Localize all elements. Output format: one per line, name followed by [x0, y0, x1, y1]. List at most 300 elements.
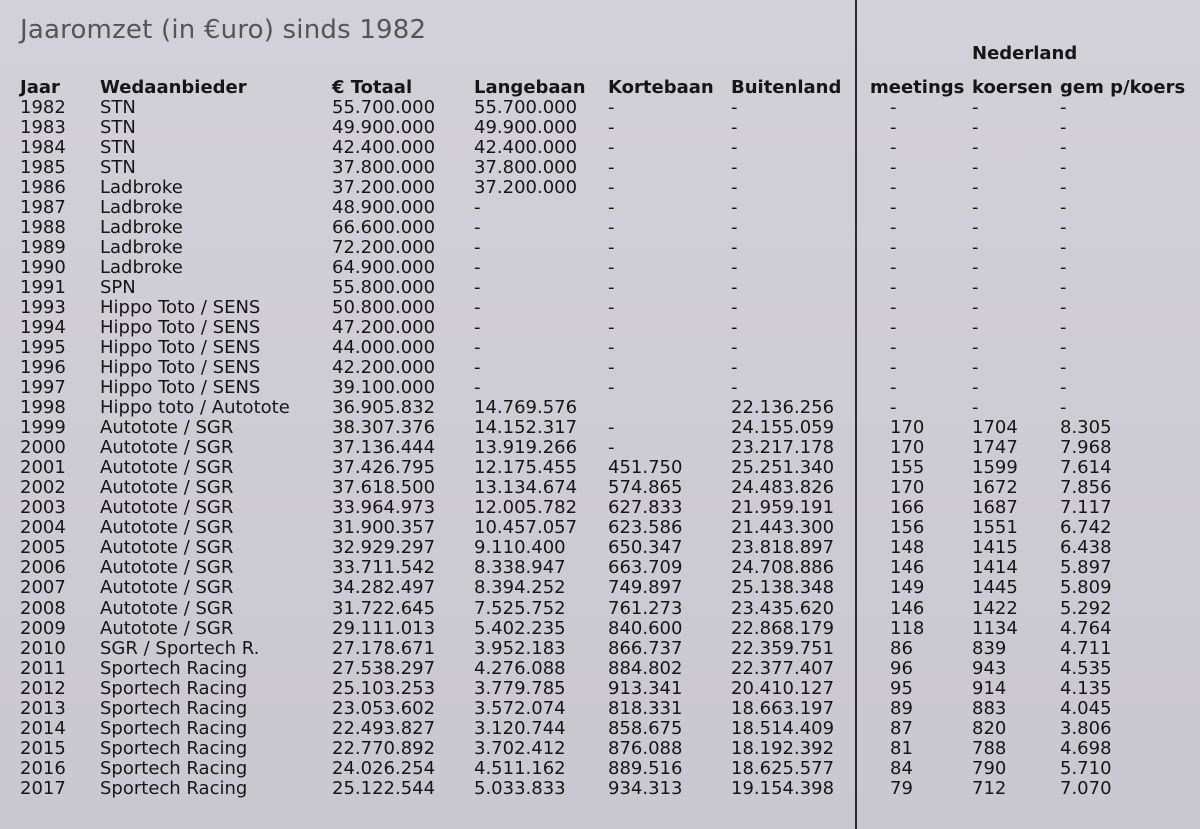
cell-col-meetings: 149: [890, 577, 925, 599]
cell-col-gem-per-koers: -: [1060, 357, 1067, 379]
cell-col-gem-per-koers: -: [1060, 137, 1067, 159]
cell-col-jaar: 1987: [20, 197, 66, 219]
cell-col-buitenland: 22.359.751: [731, 637, 835, 659]
cell-col-langebaan: -: [474, 317, 481, 339]
cell-col-gem-per-koers: -: [1060, 337, 1067, 359]
cell-col-gem-per-koers: 8.305: [1060, 417, 1112, 439]
cell-col-kortebaan: -: [608, 257, 615, 279]
header-col-kortebaan: Kortebaan: [608, 77, 714, 98]
cell-col-wedaanbieder: Ladbroke: [100, 217, 183, 239]
cell-col-meetings: 81: [890, 737, 913, 759]
cell-col-totaal: 38.307.376: [332, 417, 436, 439]
cell-col-wedaanbieder: Autotote / SGR: [100, 517, 234, 539]
cell-col-gem-per-koers: 5.897: [1060, 557, 1112, 579]
cell-col-koersen: 943: [972, 657, 1007, 679]
cell-col-jaar: 1993: [20, 297, 66, 319]
cell-col-buitenland: -: [731, 237, 738, 259]
cell-col-langebaan: 3.702.412: [474, 737, 566, 759]
cell-col-langebaan: 4.511.162: [474, 757, 566, 779]
cell-col-totaal: 50.800.000: [332, 297, 436, 319]
cell-col-gem-per-koers: -: [1060, 317, 1067, 339]
cell-col-kortebaan: 574.865: [608, 477, 683, 499]
cell-col-meetings: 87: [890, 717, 913, 739]
cell-col-kortebaan: -: [608, 177, 615, 199]
cell-col-totaal: 37.618.500: [332, 477, 436, 499]
cell-col-gem-per-koers: -: [1060, 257, 1067, 279]
cell-col-kortebaan: 840.600: [608, 617, 683, 639]
cell-col-totaal: 64.900.000: [332, 257, 436, 279]
cell-col-totaal: 44.000.000: [332, 337, 436, 359]
cell-col-langebaan: -: [474, 197, 481, 219]
cell-col-totaal: 37.136.444: [332, 437, 436, 459]
cell-col-buitenland: 25.138.348: [731, 577, 835, 599]
cell-col-gem-per-koers: -: [1060, 197, 1067, 219]
cell-col-wedaanbieder: Autotote / SGR: [100, 417, 234, 439]
cell-col-langebaan: -: [474, 357, 481, 379]
cell-col-langebaan: 49.900.000: [474, 117, 578, 139]
cell-col-meetings: 146: [890, 597, 925, 619]
cell-col-langebaan: -: [474, 337, 481, 359]
cell-col-wedaanbieder: Autotote / SGR: [100, 557, 234, 579]
cell-col-buitenland: 22.868.179: [731, 617, 835, 639]
cell-col-buitenland: -: [731, 197, 738, 219]
cell-col-totaal: 24.026.254: [332, 757, 436, 779]
cell-col-meetings: -: [890, 137, 897, 159]
cell-col-totaal: 37.426.795: [332, 457, 436, 479]
cell-col-totaal: 25.122.544: [332, 777, 436, 799]
cell-col-totaal: 55.700.000: [332, 97, 436, 118]
cell-col-gem-per-koers: 4.535: [1060, 657, 1112, 679]
cell-col-gem-per-koers: -: [1060, 117, 1067, 139]
cell-col-kortebaan: 858.675: [608, 717, 683, 739]
cell-col-meetings: -: [890, 237, 897, 259]
cell-col-meetings: 170: [890, 437, 925, 459]
cell-col-totaal: 25.103.253: [332, 677, 436, 699]
cell-col-koersen: 1672: [972, 477, 1018, 499]
cell-col-wedaanbieder: Sportech Racing: [100, 697, 248, 719]
cell-col-meetings: -: [890, 177, 897, 199]
cell-col-buitenland: 18.192.392: [731, 737, 835, 759]
header-col-meetings: meetings: [870, 77, 965, 98]
cell-col-wedaanbieder: Autotote / SGR: [100, 597, 234, 619]
cell-col-langebaan: 14.152.317: [474, 417, 578, 439]
cell-col-totaal: 55.800.000: [332, 277, 436, 299]
cell-col-kortebaan: 451.750: [608, 457, 683, 479]
cell-col-buitenland: 21.959.191: [731, 497, 835, 519]
cell-col-gem-per-koers: 5.292: [1060, 597, 1112, 619]
cell-col-koersen: -: [972, 197, 979, 219]
cell-col-meetings: 166: [890, 497, 925, 519]
cell-col-buitenland: -: [731, 97, 738, 118]
cell-col-buitenland: 22.136.256: [731, 397, 835, 419]
cell-col-jaar: 2017: [20, 777, 66, 799]
cell-col-totaal: 29.111.013: [332, 617, 436, 639]
cell-col-buitenland: 18.514.409: [731, 717, 835, 739]
cell-col-jaar: 1986: [20, 177, 66, 199]
cell-col-jaar: 1983: [20, 117, 66, 139]
cell-col-buitenland: -: [731, 337, 738, 359]
cell-col-jaar: 1996: [20, 357, 66, 379]
cell-col-buitenland: 24.155.059: [731, 417, 835, 439]
cell-col-meetings: 118: [890, 617, 925, 639]
cell-col-gem-per-koers: 6.438: [1060, 537, 1112, 559]
cell-col-totaal: 42.400.000: [332, 137, 436, 159]
cell-col-totaal: 47.200.000: [332, 317, 436, 339]
cell-col-meetings: 95: [890, 677, 913, 699]
cell-col-wedaanbieder: STN: [100, 137, 136, 159]
cell-col-meetings: -: [890, 397, 897, 419]
cell-col-langebaan: 7.525.752: [474, 597, 566, 619]
cell-col-langebaan: -: [474, 297, 481, 319]
cell-col-wedaanbieder: SPN: [100, 277, 136, 299]
cell-col-meetings: -: [890, 297, 897, 319]
cell-col-meetings: 86: [890, 637, 913, 659]
cell-col-kortebaan: -: [608, 357, 615, 379]
cell-col-langebaan: 55.700.000: [474, 97, 578, 118]
cell-col-gem-per-koers: -: [1060, 177, 1067, 199]
cell-col-totaal: 36.905.832: [332, 397, 436, 419]
cell-col-meetings: -: [890, 97, 897, 118]
cell-col-gem-per-koers: 5.710: [1060, 757, 1112, 779]
cell-col-langebaan: 10.457.057: [474, 517, 578, 539]
cell-col-meetings: 156: [890, 517, 925, 539]
cell-col-gem-per-koers: -: [1060, 237, 1067, 259]
cell-col-langebaan: 3.952.183: [474, 637, 566, 659]
cell-col-kortebaan: -: [608, 237, 615, 259]
cell-col-totaal: 31.900.357: [332, 517, 436, 539]
page-title: Jaaromzet (in €uro) sinds 1982: [20, 15, 427, 45]
cell-col-jaar: 2010: [20, 637, 66, 659]
cell-col-koersen: -: [972, 317, 979, 339]
cell-col-buitenland: -: [731, 137, 738, 159]
cell-col-kortebaan: -: [608, 97, 615, 118]
cell-col-langebaan: 12.175.455: [474, 457, 578, 479]
cell-col-buitenland: 18.625.577: [731, 757, 835, 779]
cell-col-koersen: 1704: [972, 417, 1018, 439]
cell-col-gem-per-koers: 4.698: [1060, 737, 1112, 759]
cell-col-kortebaan: 749.897: [608, 577, 683, 599]
cell-col-kortebaan: -: [608, 277, 615, 299]
cell-col-gem-per-koers: -: [1060, 157, 1067, 179]
cell-col-langebaan: 8.338.947: [474, 557, 566, 579]
cell-col-kortebaan: 650.347: [608, 537, 683, 559]
cell-col-wedaanbieder: Autotote / SGR: [100, 577, 234, 599]
cell-col-koersen: 839: [972, 637, 1007, 659]
cell-col-totaal: 33.711.542: [332, 557, 436, 579]
cell-col-wedaanbieder: Autotote / SGR: [100, 437, 234, 459]
cell-col-meetings: 170: [890, 417, 925, 439]
cell-col-kortebaan: -: [608, 317, 615, 339]
cell-col-langebaan: 8.394.252: [474, 577, 566, 599]
cell-col-meetings: 155: [890, 457, 925, 479]
cell-col-buitenland: -: [731, 317, 738, 339]
cell-col-meetings: -: [890, 257, 897, 279]
cell-col-jaar: 2007: [20, 577, 66, 599]
cell-col-langebaan: 9.110.400: [474, 537, 566, 559]
cell-col-wedaanbieder: Sportech Racing: [100, 757, 248, 779]
cell-col-meetings: -: [890, 217, 897, 239]
cell-col-jaar: 2015: [20, 737, 66, 759]
cell-col-buitenland: -: [731, 257, 738, 279]
cell-col-koersen: -: [972, 177, 979, 199]
cell-col-koersen: -: [972, 397, 979, 419]
cell-col-koersen: 1414: [972, 557, 1018, 579]
cell-col-totaal: 27.538.297: [332, 657, 436, 679]
cell-col-gem-per-koers: 4.135: [1060, 677, 1112, 699]
cell-col-totaal: 31.722.645: [332, 597, 436, 619]
cell-col-meetings: -: [890, 317, 897, 339]
cell-col-kortebaan: -: [608, 217, 615, 239]
cell-col-meetings: -: [890, 377, 897, 399]
header-col-gem-per-koers: gem p/koers: [1060, 77, 1186, 98]
cell-col-buitenland: -: [731, 117, 738, 139]
cell-col-buitenland: -: [731, 217, 738, 239]
cell-col-wedaanbieder: SGR / Sportech R.: [100, 637, 260, 659]
cell-col-gem-per-koers: 7.968: [1060, 437, 1112, 459]
cell-col-langebaan: 3.779.785: [474, 677, 566, 699]
cell-col-jaar: 1985: [20, 157, 66, 179]
cell-col-wedaanbieder: Sportech Racing: [100, 677, 248, 699]
cell-col-wedaanbieder: Autotote / SGR: [100, 497, 234, 519]
header-col-langebaan: Langebaan: [474, 77, 586, 98]
cell-col-gem-per-koers: -: [1060, 377, 1067, 399]
cell-col-kortebaan: -: [608, 297, 615, 319]
cell-col-buitenland: -: [731, 277, 738, 299]
cell-col-wedaanbieder: Ladbroke: [100, 177, 183, 199]
cell-col-kortebaan: -: [608, 417, 615, 439]
cell-col-totaal: 37.800.000: [332, 157, 436, 179]
cell-col-wedaanbieder: Autotote / SGR: [100, 537, 234, 559]
cell-col-wedaanbieder: Sportech Racing: [100, 657, 248, 679]
cell-col-koersen: 712: [972, 777, 1007, 799]
cell-col-jaar: 1998: [20, 397, 66, 419]
cell-col-langebaan: -: [474, 257, 481, 279]
cell-col-jaar: 2014: [20, 717, 66, 739]
cell-col-kortebaan: -: [608, 117, 615, 139]
cell-col-wedaanbieder: Hippo Toto / SENS: [100, 337, 261, 359]
cell-col-kortebaan: 866.737: [608, 637, 683, 659]
cell-col-langebaan: 4.276.088: [474, 657, 566, 679]
cell-col-gem-per-koers: 4.711: [1060, 637, 1112, 659]
column-divider: [855, 0, 857, 829]
cell-col-gem-per-koers: -: [1060, 97, 1067, 118]
cell-col-kortebaan: -: [608, 157, 615, 179]
cell-col-jaar: 1984: [20, 137, 66, 159]
cell-col-jaar: 1990: [20, 257, 66, 279]
cell-col-koersen: 1445: [972, 577, 1018, 599]
cell-col-meetings: 84: [890, 757, 913, 779]
cell-col-gem-per-koers: -: [1060, 397, 1067, 419]
cell-col-totaal: 66.600.000: [332, 217, 436, 239]
cell-col-wedaanbieder: Autotote / SGR: [100, 477, 234, 499]
cell-col-koersen: 914: [972, 677, 1007, 699]
cell-col-meetings: -: [890, 277, 897, 299]
cell-col-meetings: -: [890, 197, 897, 219]
cell-col-koersen: -: [972, 337, 979, 359]
cell-col-gem-per-koers: 6.742: [1060, 517, 1112, 539]
cell-col-jaar: 1999: [20, 417, 66, 439]
cell-col-jaar: 2006: [20, 557, 66, 579]
cell-col-kortebaan: -: [608, 437, 615, 459]
cell-col-totaal: 39.100.000: [332, 377, 436, 399]
cell-col-buitenland: -: [731, 297, 738, 319]
cell-col-wedaanbieder: Ladbroke: [100, 257, 183, 279]
cell-col-kortebaan: 913.341: [608, 677, 683, 699]
cell-col-koersen: -: [972, 297, 979, 319]
header-col-wedaanbieder: Wedaanbieder: [100, 77, 247, 98]
cell-col-jaar: 2002: [20, 477, 66, 499]
cell-col-buitenland: 24.708.886: [731, 557, 835, 579]
header-col-buitenland: Buitenland: [731, 77, 842, 98]
group-header-nederland: Nederland: [972, 43, 1078, 64]
cell-col-buitenland: 20.410.127: [731, 677, 835, 699]
cell-col-jaar: 1994: [20, 317, 66, 339]
cell-col-totaal: 22.770.892: [332, 737, 436, 759]
cell-col-gem-per-koers: 5.809: [1060, 577, 1112, 599]
cell-col-koersen: -: [972, 157, 979, 179]
cell-col-totaal: 48.900.000: [332, 197, 436, 219]
cell-col-jaar: 1989: [20, 237, 66, 259]
cell-col-koersen: -: [972, 97, 979, 118]
cell-col-koersen: -: [972, 237, 979, 259]
cell-col-langebaan: 12.005.782: [474, 497, 578, 519]
cell-col-wedaanbieder: Autotote / SGR: [100, 457, 234, 479]
cell-col-gem-per-koers: 3.806: [1060, 717, 1112, 739]
cell-col-jaar: 1997: [20, 377, 66, 399]
cell-col-langebaan: 3.572.074: [474, 697, 566, 719]
cell-col-jaar: 2003: [20, 497, 66, 519]
header-col-totaal: € Totaal: [332, 77, 413, 98]
cell-col-totaal: 37.200.000: [332, 177, 436, 199]
cell-col-buitenland: -: [731, 157, 738, 179]
cell-col-totaal: 42.200.000: [332, 357, 436, 379]
cell-col-wedaanbieder: Ladbroke: [100, 197, 183, 219]
cell-col-koersen: 1599: [972, 457, 1018, 479]
cell-col-koersen: -: [972, 257, 979, 279]
cell-col-buitenland: -: [731, 177, 738, 199]
cell-col-kortebaan: -: [608, 197, 615, 219]
cell-col-langebaan: 37.200.000: [474, 177, 578, 199]
cell-col-kortebaan: -: [608, 137, 615, 159]
cell-col-meetings: -: [890, 157, 897, 179]
cell-col-gem-per-koers: -: [1060, 277, 1067, 299]
cell-col-langebaan: -: [474, 217, 481, 239]
cell-col-jaar: 1995: [20, 337, 66, 359]
cell-col-gem-per-koers: 7.856: [1060, 477, 1112, 499]
cell-col-koersen: -: [972, 117, 979, 139]
cell-col-buitenland: 19.154.398: [731, 777, 835, 799]
cell-col-jaar: 2004: [20, 517, 66, 539]
cell-col-koersen: 1747: [972, 437, 1018, 459]
cell-col-koersen: -: [972, 357, 979, 379]
cell-col-langebaan: -: [474, 237, 481, 259]
cell-col-gem-per-koers: 4.764: [1060, 617, 1112, 639]
cell-col-wedaanbieder: Hippo Toto / SENS: [100, 297, 261, 319]
header-col-jaar: Jaar: [20, 77, 60, 98]
cell-col-buitenland: -: [731, 377, 738, 399]
cell-col-totaal: 32.929.297: [332, 537, 436, 559]
cell-col-koersen: 790: [972, 757, 1007, 779]
cell-col-kortebaan: 876.088: [608, 737, 683, 759]
cell-col-totaal: 23.053.602: [332, 697, 436, 719]
cell-col-jaar: 2012: [20, 677, 66, 699]
cell-col-langebaan: 3.120.744: [474, 717, 566, 739]
cell-col-langebaan: 14.769.576: [474, 397, 578, 419]
cell-col-kortebaan: 627.833: [608, 497, 683, 519]
cell-col-kortebaan: 623.586: [608, 517, 683, 539]
cell-col-wedaanbieder: Hippo Toto / SENS: [100, 357, 261, 379]
cell-col-kortebaan: 934.313: [608, 777, 683, 799]
cell-col-jaar: 1988: [20, 217, 66, 239]
cell-col-jaar: 2011: [20, 657, 66, 679]
cell-col-buitenland: 23.435.620: [731, 597, 835, 619]
cell-col-gem-per-koers: 7.614: [1060, 457, 1112, 479]
cell-col-buitenland: 22.377.407: [731, 657, 835, 679]
cell-col-totaal: 33.964.973: [332, 497, 436, 519]
cell-col-kortebaan: 889.516: [608, 757, 683, 779]
cell-col-wedaanbieder: Sportech Racing: [100, 777, 248, 799]
cell-col-jaar: 2008: [20, 597, 66, 619]
cell-col-kortebaan: -: [608, 377, 615, 399]
cell-col-meetings: 79: [890, 777, 913, 799]
cell-col-wedaanbieder: Ladbroke: [100, 237, 183, 259]
cell-col-koersen: 1551: [972, 517, 1018, 539]
cell-col-langebaan: -: [474, 277, 481, 299]
cell-col-kortebaan: 884.802: [608, 657, 683, 679]
cell-col-jaar: 2005: [20, 537, 66, 559]
cell-col-koersen: -: [972, 377, 979, 399]
cell-col-gem-per-koers: 7.070: [1060, 777, 1112, 799]
cell-col-meetings: 89: [890, 697, 913, 719]
cell-col-koersen: 1422: [972, 597, 1018, 619]
cell-col-wedaanbieder: Sportech Racing: [100, 717, 248, 739]
cell-col-wedaanbieder: STN: [100, 157, 136, 179]
cell-col-gem-per-koers: -: [1060, 217, 1067, 239]
cell-col-wedaanbieder: Autotote / SGR: [100, 617, 234, 639]
cell-col-jaar: 2016: [20, 757, 66, 779]
cell-col-koersen: 1415: [972, 537, 1018, 559]
cell-col-langebaan: 5.033.833: [474, 777, 566, 799]
cell-col-kortebaan: 663.709: [608, 557, 683, 579]
cell-col-meetings: 170: [890, 477, 925, 499]
cell-col-buitenland: 24.483.826: [731, 477, 835, 499]
cell-col-meetings: -: [890, 357, 897, 379]
header-col-koersen: koersen: [972, 77, 1053, 98]
cell-col-jaar: 1991: [20, 277, 66, 299]
cell-col-gem-per-koers: 7.117: [1060, 497, 1112, 519]
cell-col-buitenland: 21.443.300: [731, 517, 835, 539]
cell-col-langebaan: 42.400.000: [474, 137, 578, 159]
cell-col-totaal: 34.282.497: [332, 577, 436, 599]
cell-col-totaal: 22.493.827: [332, 717, 436, 739]
cell-col-totaal: 27.178.671: [332, 637, 436, 659]
cell-col-koersen: -: [972, 277, 979, 299]
cell-col-koersen: 1687: [972, 497, 1018, 519]
cell-col-wedaanbieder: Hippo Toto / SENS: [100, 317, 261, 339]
cell-col-buitenland: -: [731, 357, 738, 379]
cell-col-buitenland: 23.818.897: [731, 537, 835, 559]
cell-col-koersen: 883: [972, 697, 1007, 719]
cell-col-koersen: 788: [972, 737, 1007, 759]
cell-col-jaar: 2009: [20, 617, 66, 639]
cell-col-wedaanbieder: Hippo Toto / SENS: [100, 377, 261, 399]
cell-col-jaar: 2001: [20, 457, 66, 479]
cell-col-kortebaan: 818.331: [608, 697, 683, 719]
cell-col-wedaanbieder: STN: [100, 117, 136, 139]
cell-col-wedaanbieder: Hippo toto / Autotote: [100, 397, 290, 419]
cell-col-koersen: -: [972, 217, 979, 239]
cell-col-meetings: -: [890, 117, 897, 139]
